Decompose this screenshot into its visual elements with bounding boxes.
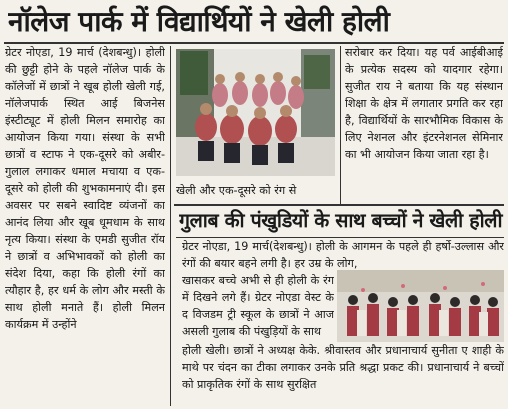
article1-column-3: [345, 44, 503, 204]
article2-tail: [182, 342, 504, 408]
column-divider: [170, 46, 171, 406]
article1-body-col1: ग्रेटर नोएडा, 19 मार्च (देशबन्धु)। होली की छुट्टी होने के पहले नॉलेज पार्क के कॉलेजों में छात्रों ने खूब होली खेली गई, नॉलेजपार्क स्थित आई बिजनेस इंस्टीट्यूट में होली मिलन समारोह का आयोजन किया गया। संस्था के सभी छात्रों व स्टाफ ने एक-दूसरे को अबीर-गुलाल लगाकर धमाल मचाया व एक-दूसरे को होली की शुभकामनाएं दी। इस अवसर पर सबने स्वादिष्ट व्यंजनों का आनंद लिया और खूब धूमधाम के साथ नृत्य किया। संस्था के एमडी सुजीत रॉय ने छात्रों व अभिभावकों को होली का संदेश दिया, कहा कि होली रंगों का त्यौहार है, हर धर्म के लोग और मस्ती के साथ होली मनाते हैं। होली मिलन कार्यक्रम में उन्होंने: [5, 46, 165, 331]
article1-caption-line: खेली और एक-दूसरे को रंग से: [176, 184, 297, 197]
article2-body-left: खासकर बच्चे अभी से ही होली के रंग में दिखने लगे हैं। ग्रेटर नोएडा वेस्ट के द विजडम ट्री स्कूल के छात्रों ने आज असली गुलाब की पंखुड़ियों के साथ: [182, 274, 334, 338]
photo-students-holi: [176, 49, 335, 176]
photo-children-rose-petals: [337, 270, 504, 342]
article2-body-tail: होली खेली। छात्रों ने अध्यक्ष केके. श्रीवास्तव और प्रधानाचार्य सुनीता ए शाही के माथे पर चंदन का टीका लगाकर उनके प्रति श्रद्धा प्रकट की। प्रधानाचार्य ने बच्चों को प्राकृतिक रंगों के साथ सुरक्षित: [182, 344, 504, 391]
photo-students-holi-image: [176, 49, 335, 176]
column-divider-2: [340, 46, 341, 204]
article2-left-column: [182, 272, 334, 339]
headline-knowledge-park: नॉलेज पार्क में विद्यार्थियों ने खेली होली: [8, 5, 390, 38]
article2-lead-text: ग्रेटर नोएडा, 19 मार्च(देशबन्धु)। होली के आगमन के पहले ही हर्षो-उल्लास और रंगों की बयार बहने लगी है। हर उम्र के लोग,: [182, 240, 504, 270]
article1-photo-trailing-line: [176, 182, 338, 202]
article1-column-1: [5, 44, 165, 406]
article1-body-col3: सरोबार कर दिया। यह पर्व आईबीआई के प्रत्येक सदस्य को यादगार रहेगा। सुजीत राय ने बताया कि यह संस्थान शिक्षा के क्षेत्र में लगातार प्रगति कर रहा है, विद्यार्थियों के सारभौमिक विकास के लिए नेशनल और इंटरनेशनल सेमिनार का भी आयोजन किया जाता रहा है।: [345, 46, 503, 161]
headline-rose-petals-holi: गुलाब की पंखुडियों के साथ बच्चों ने खेली होली: [179, 209, 503, 232]
photo-children-rose-petals-image: [337, 270, 504, 342]
